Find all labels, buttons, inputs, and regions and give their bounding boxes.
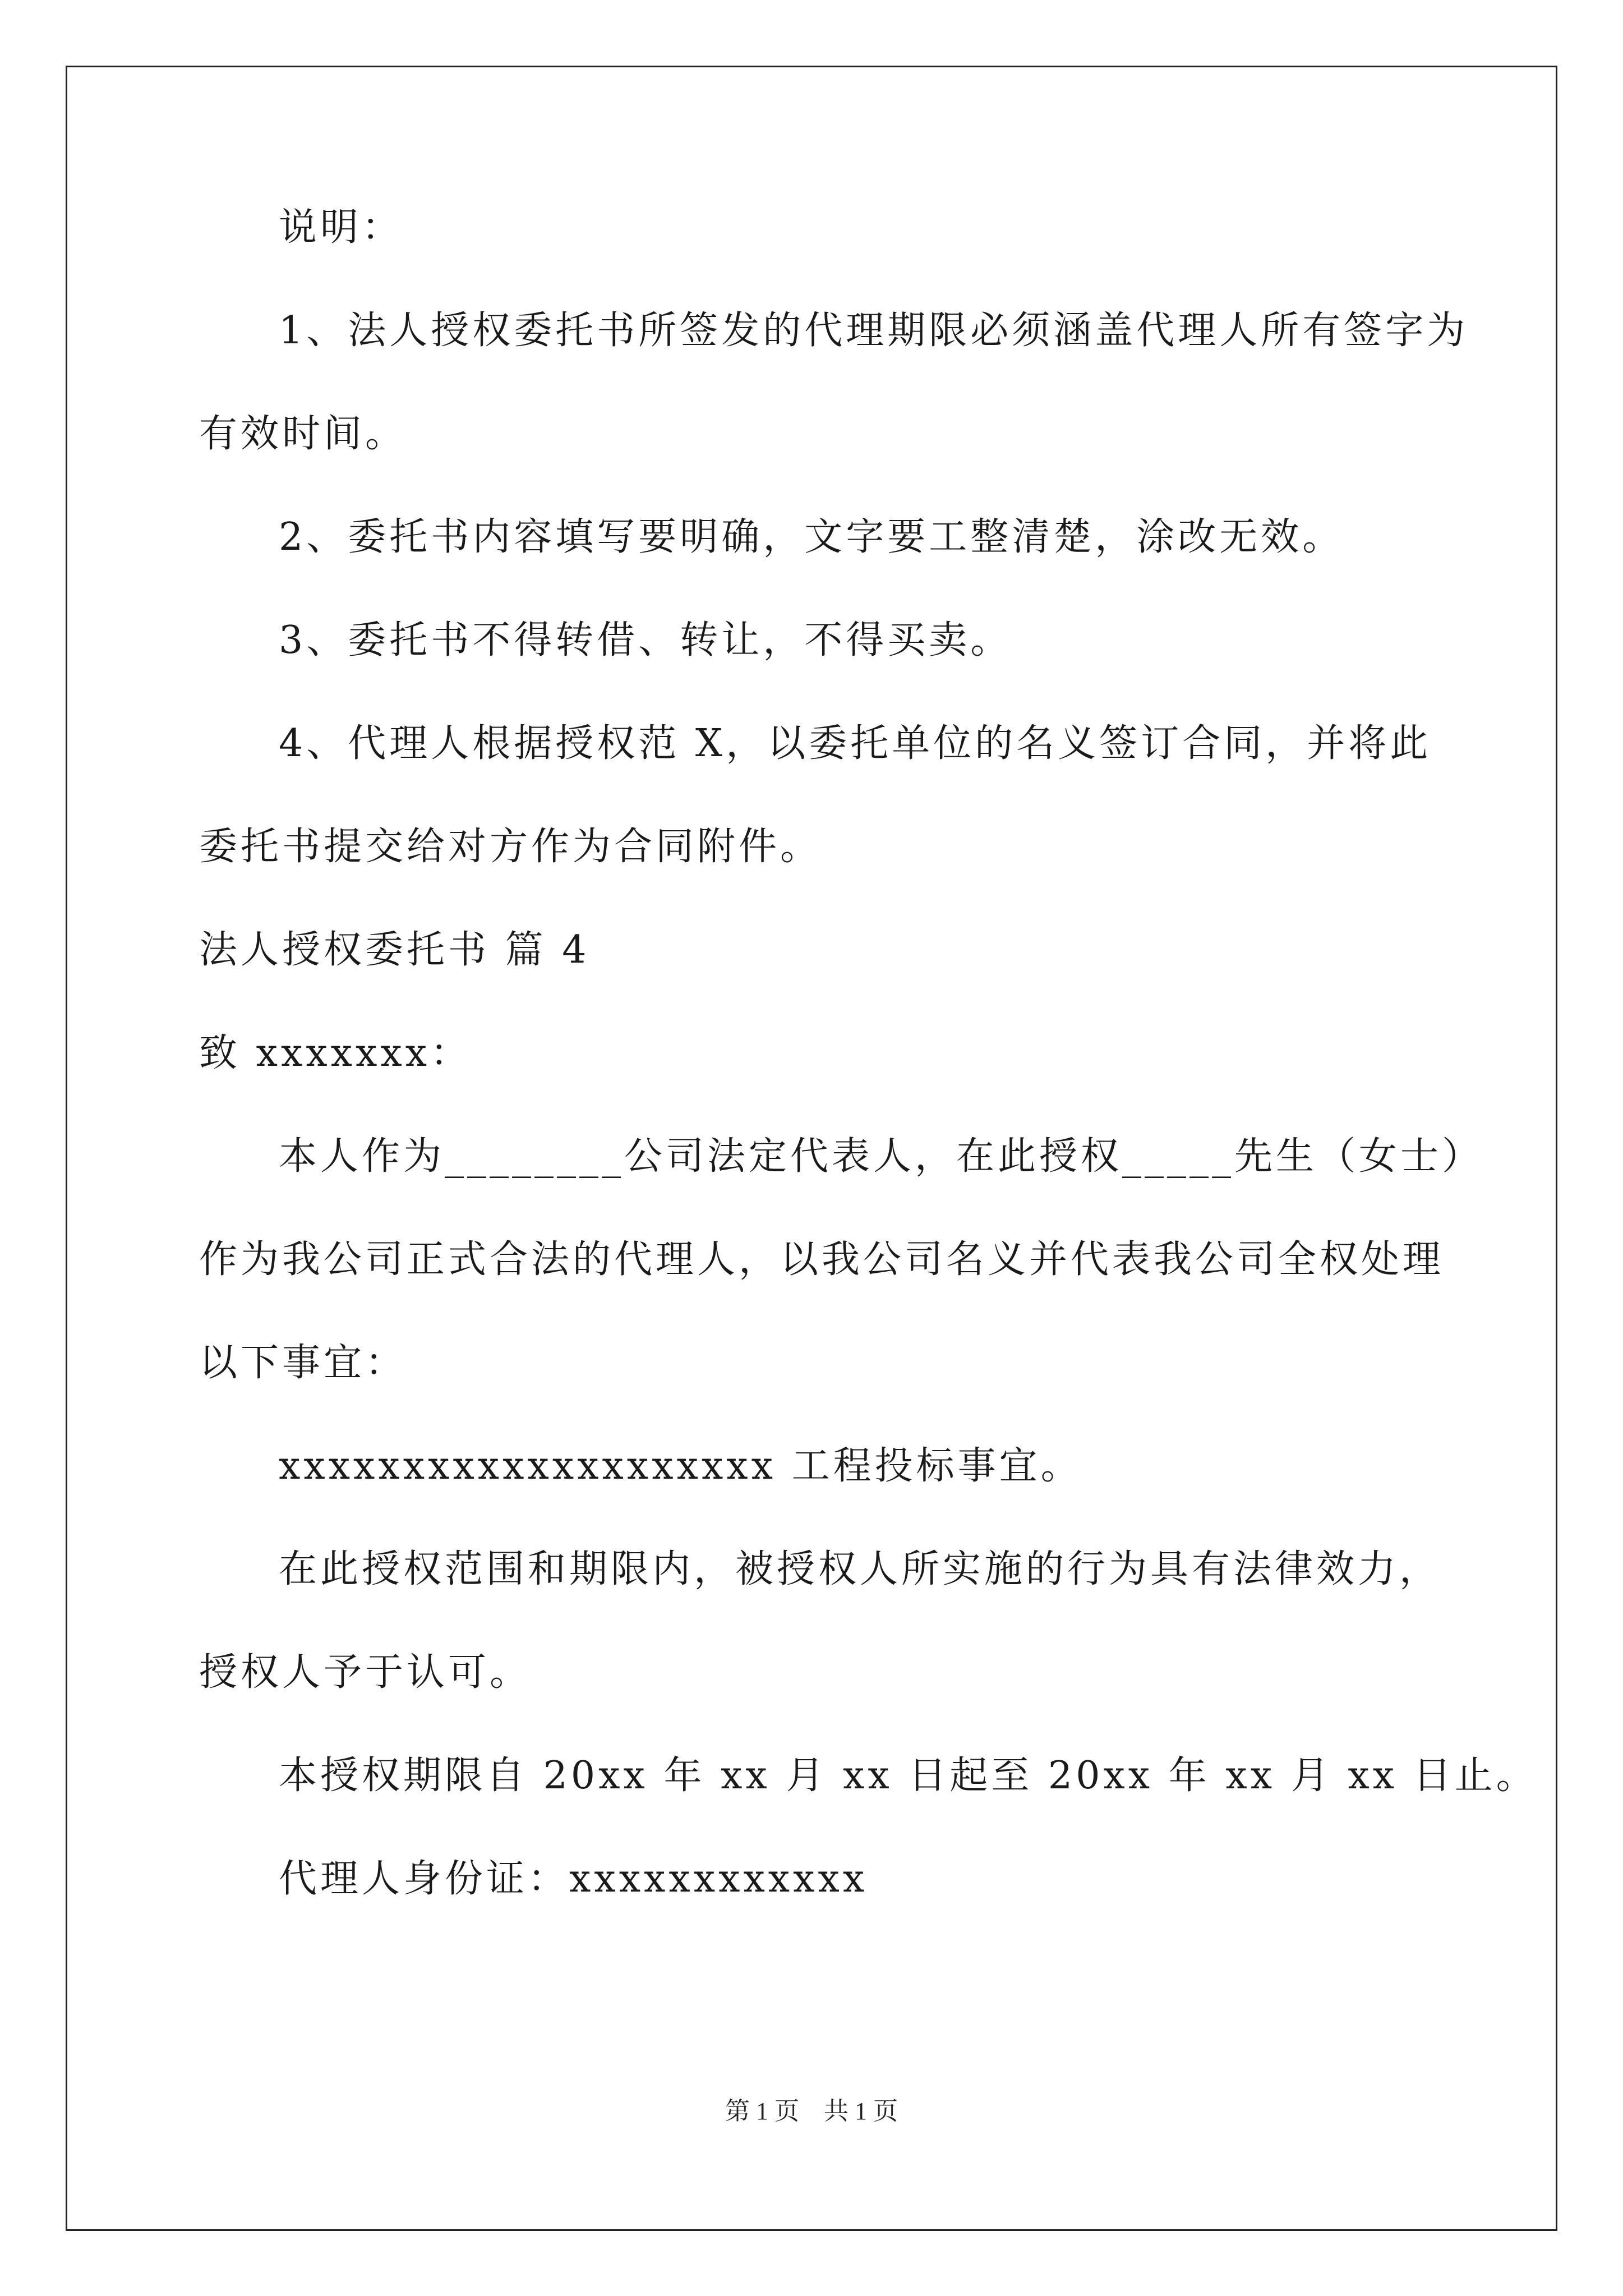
authorization-period: 本授权期限自 20xx 年 xx 月 xx 日起至 20xx 年 xx 月 xx 日止。 — [279, 1754, 1538, 1798]
body-paragraph-3-line-1: 在此授权范围和期限内，被授权人所实施的行为具有法律效力， — [279, 1547, 1441, 1591]
page-footer: 第 1 页 共 1 页 — [725, 2097, 898, 2125]
body-paragraph-1-line-3: 以下事宜： — [199, 1341, 407, 1385]
note-1-line-1: 1、法人授权委托书所签发的代理期限必须涵盖代理人所有签字为 — [279, 309, 1469, 353]
note-4-line-1: 4、代理人根据授权范 X，以委托单位的名义签订合同，并将此 — [279, 721, 1432, 766]
note-4-line-2: 委托书提交给对方作为合同附件。 — [199, 825, 822, 869]
note-2: 2、委托书内容填写要明确，文字要工整清楚，涂改无效。 — [279, 515, 1344, 559]
agent-id-number: 代理人身份证：xxxxxxxxxxxx — [279, 1857, 868, 1901]
section-title: 法人授权委托书 篇 4 — [199, 928, 590, 972]
body-paragraph-2: xxxxxxxxxxxxxxxxxxxx 工程投标事宜。 — [279, 1444, 1082, 1488]
note-3: 3、委托书不得转借、转让，不得买卖。 — [279, 618, 1012, 662]
body-paragraph-3-line-2: 授权人予于认可。 — [199, 1650, 532, 1695]
heading-notes: 说明： — [279, 205, 404, 250]
document-body — [199, 202, 1538, 1957]
body-paragraph-1-line-2: 作为我公司正式合法的代理人，以我公司名义并代表我公司全权处理 — [199, 1237, 1445, 1282]
addressee: 致 xxxxxxx： — [199, 1031, 472, 1075]
note-1-line-2: 有效时间。 — [199, 412, 407, 456]
body-paragraph-1-line-1: 本人作为________公司法定代表人，在此授权_____先生（女士） — [279, 1134, 1484, 1179]
